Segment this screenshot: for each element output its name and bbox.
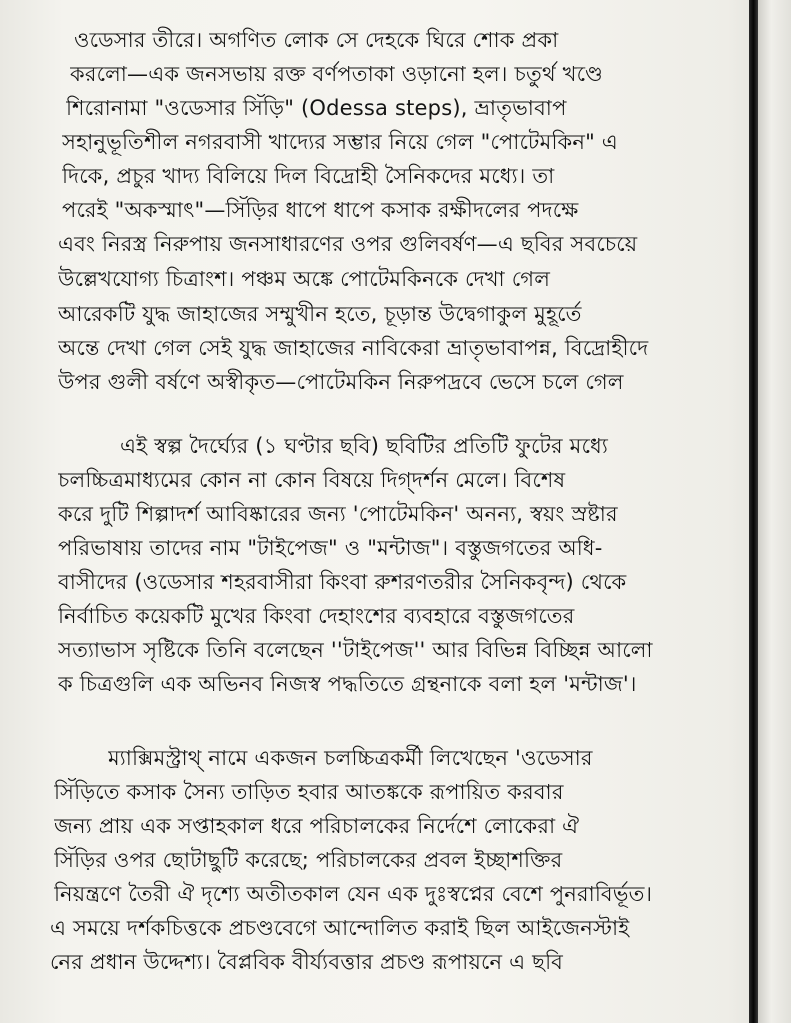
text-line: সিঁড়ির ওপর ছোটাছুটি করেছে; পরিচালকের প্রবল ইচ্ছাশক্তির bbox=[54, 848, 563, 872]
text-line: নির্বাচিত কয়েকটি মুখের কিংবা দেহাংশের ব্যবহারে বস্তুজগতের bbox=[58, 604, 575, 628]
text-line: পরেই "অকস্মাৎ"—সিঁড়ির ধাপে ধাপে কসাক রক্ষীদলের পদক্ষে bbox=[62, 198, 579, 222]
text-line: অন্তে দেখা গেল সেই যুদ্ধ জাহাজের নাবিকেরা ভ্রাতৃভাবাপন্ন, বিদ্রোহীদে bbox=[58, 336, 649, 360]
text-line: দিকে, প্রচুর খাদ্য বিলিয়ে দিল বিদ্রোহী সৈনিকদের মধ্যে। তা bbox=[62, 164, 555, 188]
text-line: নিয়ন্ত্রণে তৈরী ঐ দৃশ্যে অতীতকাল যেন এক দুঃস্বপ্নের বেশে পুনরাবির্ভূত। bbox=[54, 882, 653, 906]
text-line: করে দুটি শিল্পাদর্শ আবিষ্কারের জন্য 'পোটেমকিন' অনন্য, স্বয়ং স্রষ্টার bbox=[58, 502, 618, 526]
text-line: সত্যাভাস সৃষ্টিকে তিনি বলেছেন ''টাইপেজ'' আর বিভিন্ন বিচ্ছিন্ন আলো bbox=[58, 638, 653, 662]
text-line: ওডেসার তীরে। অগণিত লোক সে দেহকে ঘিরে শোক প্রকা bbox=[74, 28, 559, 52]
facing-page-edge bbox=[758, 0, 791, 1023]
text-line: পরিভাষায় তাদের নাম "টাইপেজ" ও "মন্টাজ"। বস্তুজগতের অধি- bbox=[58, 536, 603, 560]
text-line: নের প্রধান উদ্দেশ্য। বৈপ্লবিক বীর্য্যবত্তার প্রচণ্ড রূপায়নে এ ছবি bbox=[50, 950, 563, 974]
text-line: সিঁড়িতে কসাক সৈন্য তাড়িত হবার আতঙ্ককে রূপায়িত করবার bbox=[54, 780, 564, 804]
text-line: সহানুভূতিশীল নগরবাসী খাদ্যের সম্ভার নিয়ে গেল "পোটেমকিন" এ bbox=[62, 130, 618, 154]
text-line: আরেকটি যুদ্ধ জাহাজের সম্মুখীন হতে, চূড়ান্ত উদ্বেগাকুল মুহূর্তে bbox=[58, 302, 582, 326]
text-line: ম্যাক্সিমস্ট্রাথ্ নামে একজন চলচ্চিত্রকর্মী লিখেছেন 'ওডেসার bbox=[108, 746, 593, 770]
text-line: ক চিত্রগুলি এক অভিনব নিজস্ব পদ্ধতিতে গ্রন্থনাকে বলা হল 'মন্টাজ'। bbox=[58, 672, 637, 696]
text-line: উপর গুলী বর্ষণে অস্বীকৃত—পোটেমকিন নিরুপদ্রবে ভেসে চলে গেল bbox=[58, 370, 624, 394]
text-line: জন্য প্রায় এক সপ্তাহকাল ধরে পরিচালকের নির্দেশে লোকেরা ঐ bbox=[54, 814, 580, 838]
text-line: শিরোনামা "ওডেসার সিঁড়ি" (Odessa steps), ভ্রাতৃভাবাপ bbox=[66, 96, 567, 120]
text-line: উল্লেখযোগ্য চিত্রাংশ। পঞ্চম অঙ্কে পোটেমকিনকে দেখা গেল bbox=[58, 267, 551, 291]
text-line: এ সময়ে দর্শকচিত্তকে প্রচণ্ডবেগে আন্দোলিত করাই ছিল আইজেনস্টাই bbox=[50, 916, 630, 940]
text-line: চলচ্চিত্রমাধ্যমের কোন না কোন বিষয়ে দিগ্‌দর্শন মেলে। বিশেষ bbox=[58, 468, 566, 492]
text-line: এবং নিরস্ত্র নিরুপায় জনসাধারণের ওপর গুলিবর্ষণ—এ ছবির সবচেয়ে bbox=[58, 232, 638, 256]
book-spine-shadow bbox=[749, 0, 758, 1023]
text-line: করলো—এক জনসভায় রক্ত বর্ণপতাকা ওড়ানো হল। চতুর্থ খণ্ডে bbox=[70, 62, 604, 86]
text-line: বাসীদের (ওডেসার শহরবাসীরা কিংবা রুশরণতরীর সৈনিকবৃন্দ) থেকে bbox=[58, 570, 627, 594]
text-line: এই স্বল্প দৈর্ঘ্যের (১ ঘণ্টার ছবি) ছবিটির প্রতিটি ফুটের মধ্যে bbox=[120, 434, 609, 458]
